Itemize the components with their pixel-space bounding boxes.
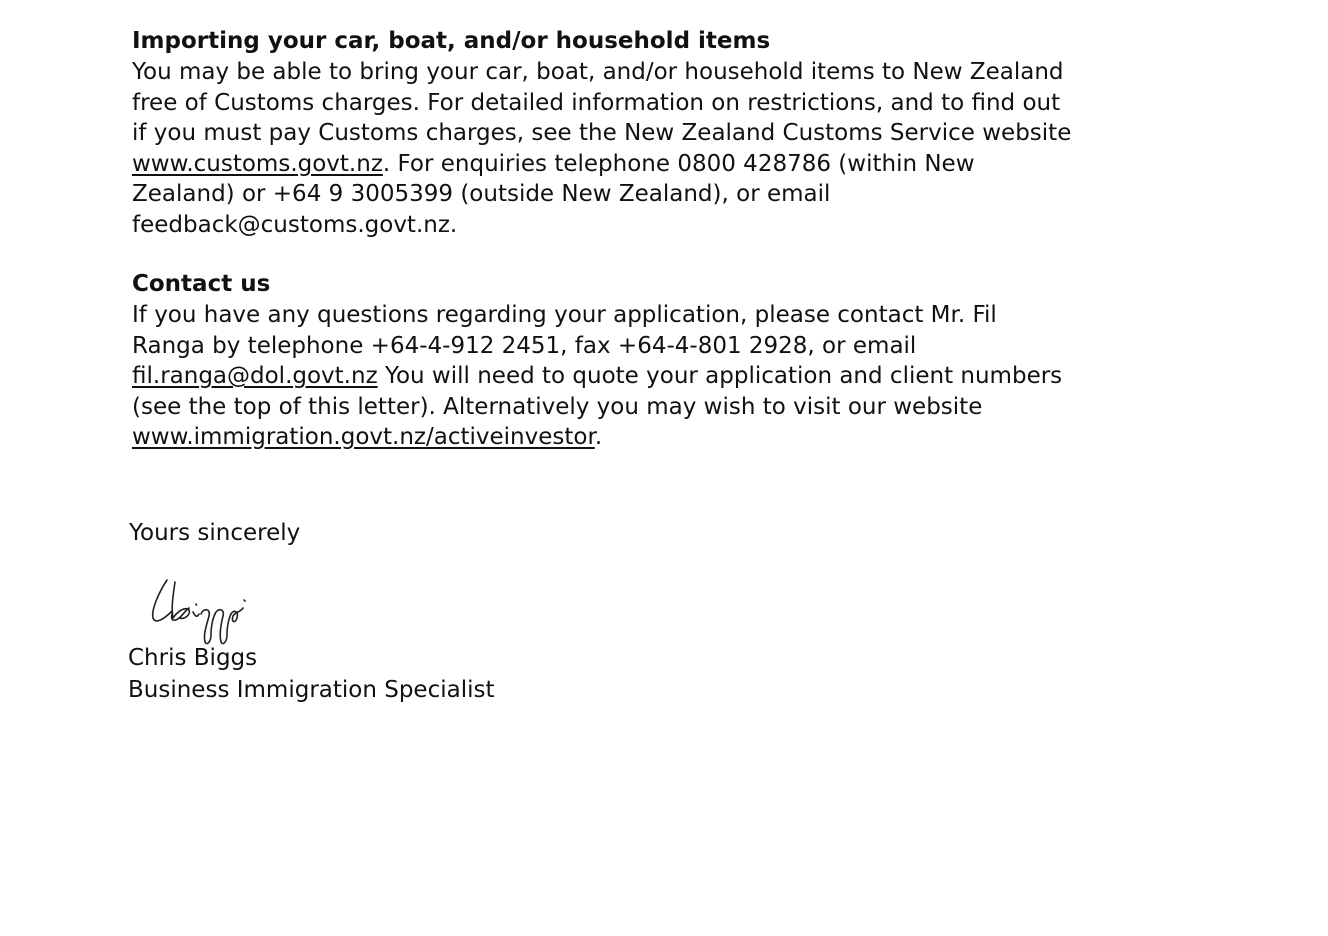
- contact-email-link[interactable]: fil.ranga@dol.govt.nz: [132, 363, 378, 389]
- closing-salutation: Yours sincerely: [129, 520, 301, 546]
- import-line-5: Zealand) or +64 9 3005399 (outside New Zealand), or email: [132, 181, 831, 207]
- letter-body: [132, 26, 1192, 453]
- signer-name: Chris Biggs: [128, 645, 258, 671]
- signer-block: [128, 642, 495, 706]
- customs-website-link[interactable]: www.customs.govt.nz: [132, 150, 383, 177]
- contact-line-4: (see the top of this letter). Alternatively you may wish to visit our website: [132, 393, 983, 420]
- contact-line-1: If you have any questions regarding your application, please contact Mr. Fil: [132, 302, 997, 328]
- import-heading: Importing your car, boat, and/or household items: [132, 28, 771, 54]
- contact-line-2: Ranga by telephone +64-4-912 2451, fax +64-4-801 2928, or email: [132, 332, 917, 359]
- import-line-2: free of Customs charges. For detailed information on restrictions, and to find out: [132, 89, 1061, 116]
- contact-section: [132, 269, 1192, 453]
- contact-heading: Contact us: [132, 271, 271, 297]
- contact-line-3: [132, 361, 1192, 392]
- import-section: [132, 26, 1192, 240]
- customs-enquiries-text: . For enquiries telephone 0800 428786 (within New: [382, 150, 975, 177]
- contact-line-5: [132, 422, 1192, 453]
- import-line-4: [132, 149, 1192, 180]
- import-line-1: You may be able to bring your car, boat, and/or household items to New Zealand: [132, 59, 1064, 85]
- immigration-website-link[interactable]: www.immigration.govt.nz/activeinvestor: [132, 424, 595, 450]
- handwritten-signature: [145, 572, 265, 650]
- website-period: .: [594, 424, 603, 450]
- import-line-6: feedback@customs.govt.nz.: [132, 211, 458, 238]
- section-spacer: [132, 240, 1192, 269]
- contact-paragraph: [132, 300, 1192, 453]
- import-line-3: if you must pay Customs charges, see the New Zealand Customs Service website: [132, 120, 1072, 146]
- import-paragraph: [132, 57, 1192, 240]
- signer-title: Business Immigration Specialist: [128, 677, 495, 703]
- quote-numbers-text: You will need to quote your application and client numbers: [377, 363, 1063, 389]
